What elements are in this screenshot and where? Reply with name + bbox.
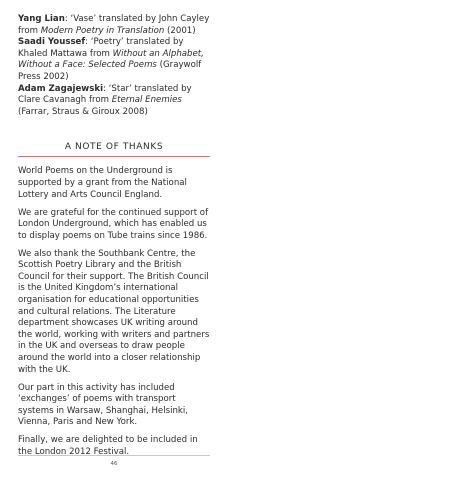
source-title: Modern Poetry in Translation [40, 25, 165, 36]
credit-entry: Saadi Youssef: ‘Poetry’ translated by Khaled Mattawa from Without an Alphabet, Without a Face: Selected Poems (Graywolf Press 2002) [18, 37, 204, 82]
credit-entry: Yang Lian: ‘Vase’ translated by John Cayley from Modern Poetry in Translation (2001) [18, 14, 210, 36]
credit-entry: Adam Zagajewski: ‘Star’ translated by Clare Cavanagh from Eternal Enemies (Farrar, Straus & Giroux 2008) [18, 83, 192, 117]
spacer [18, 118, 210, 142]
poet-name: Yang Lian [18, 14, 65, 24]
source-title: Eternal Enemies [111, 95, 182, 106]
source-title: Without an Alphabet, Without a Face: Selected Poems [18, 48, 204, 71]
page-number: 46 [110, 461, 118, 467]
footer-divider [18, 455, 210, 456]
paragraph: Our part in this activity has included ‘exchanges’ of poems with transport systems in Warsaw, Shanghai, Helsinki, Vienna, Paris and New York. [18, 382, 189, 428]
text-column [18, 14, 210, 465]
paragraph: World Poems on the Underground is supported by a grant from the National Lottery and Arts Council England. [18, 166, 187, 200]
paragraph: Finally, we are delighted to be included in the London 2012 Festival. [18, 435, 198, 457]
section-heading: A NOTE OF THANKS [18, 142, 210, 157]
paragraph: We are grateful for the continued support of London Underground, which has enabled us to display poems on Tube trains since 1986. [18, 207, 209, 241]
poet-name: Saadi Youssef [18, 37, 86, 48]
thanks-body [18, 166, 210, 458]
translation-credits [18, 14, 210, 118]
poet-name: Adam Zagajewski [18, 83, 104, 94]
paragraph: We also thank the Southbank Centre, the Scottish Poetry Library and the British Council for their support. The British Council is the United Kingdom’s international organisation for educational opportunities and cultural relations. The Literature department showcases UK writing around the world, working with writers and partners in the UK and overseas to draw people around the world into a closer relationship with the UK. [18, 248, 210, 375]
